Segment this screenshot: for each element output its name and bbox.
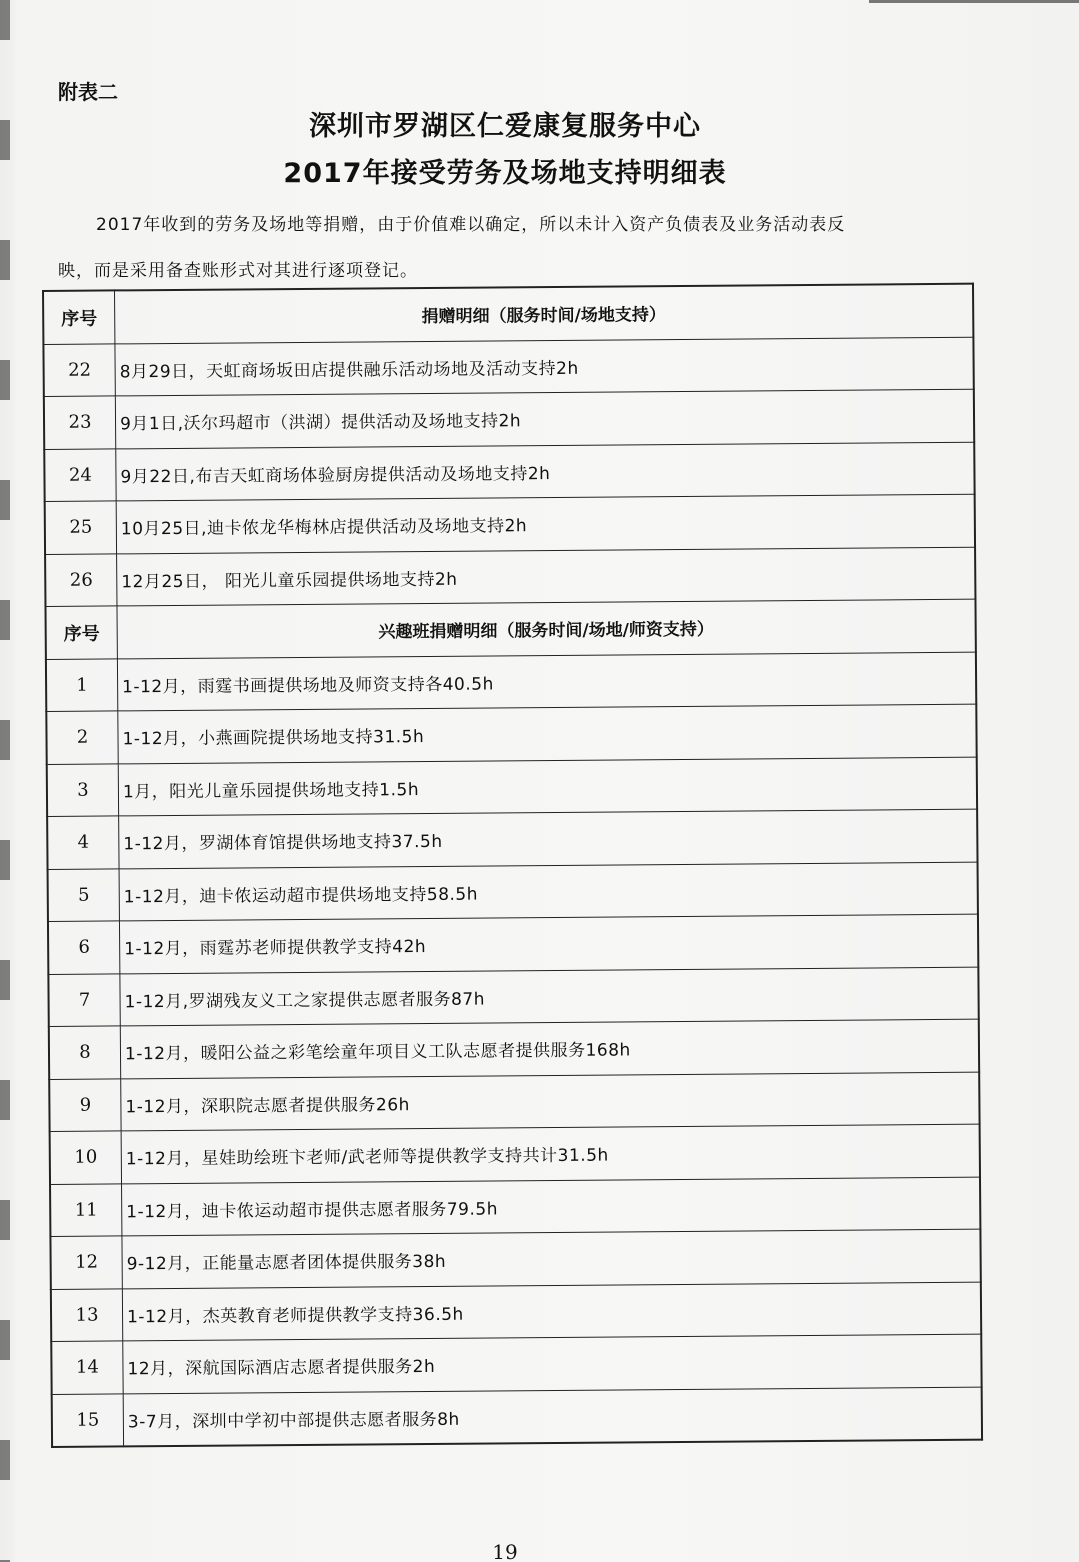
row-number: 23 [44, 396, 116, 449]
row-detail: 1-12月，罗湖体育馆提供场地支持37.5h [119, 809, 978, 868]
intro-paragraph-line2: 映，而是采用备查账形式对其进行逐项登记。 [58, 261, 418, 281]
section1-header-row [43, 284, 973, 344]
section2-header-row [45, 599, 975, 659]
row-number: 15 [52, 1393, 124, 1447]
page-number: 19 [492, 1540, 518, 1562]
row-detail: 1-12月，雨霆苏老师提供教学支持42h [119, 914, 978, 973]
row-detail: 1-12月，杰英教育老师提供教学支持36.5h [122, 1282, 981, 1341]
row-number: 14 [51, 1341, 123, 1394]
scan-edge-shadow [0, 0, 10, 1562]
table-row [50, 1177, 980, 1237]
table-row [44, 389, 974, 449]
table-row [51, 1282, 981, 1342]
row-detail: 9-12月，正能量志愿者团体提供服务38h [122, 1229, 981, 1288]
table-row [48, 967, 978, 1027]
row-number: 13 [51, 1288, 123, 1341]
table-row [49, 1072, 979, 1132]
row-number: 3 [47, 763, 119, 816]
row-detail: 1-12月，雨霆书画提供场地及师资支持各40.5h [117, 652, 976, 711]
row-detail: 1-12月，星娃助绘班卞老师/武老师等提供教学支持共计31.5h [121, 1124, 980, 1183]
row-number: 11 [50, 1183, 122, 1236]
table-row [46, 652, 976, 712]
row-number: 5 [48, 868, 120, 921]
row-number: 2 [46, 711, 118, 764]
row-detail: 1-12月，小燕画院提供场地支持31.5h [118, 704, 977, 763]
row-detail: 1月，阳光儿童乐园提供场地支持1.5h [118, 757, 977, 816]
row-number: 24 [44, 448, 116, 501]
table-row [48, 862, 978, 922]
row-number: 10 [50, 1131, 122, 1184]
row-number: 12 [50, 1236, 122, 1289]
table-row [47, 757, 977, 817]
table-row [49, 1019, 979, 1079]
row-number: 22 [43, 343, 115, 396]
row-detail: 1-12月，迪卡侬运动超市提供志愿者服务79.5h [122, 1177, 981, 1236]
table-row [43, 337, 973, 397]
row-detail: 1-12月,罗湖残友义工之家提供志愿者服务87h [120, 967, 979, 1026]
table-row [45, 547, 975, 607]
row-detail: 1-12月，暖阳公益之彩笔绘童年项目义工队志愿者提供服务168h [120, 1019, 979, 1078]
table-row [47, 809, 977, 869]
row-detail: 9月22日,布吉天虹商场体验厨房提供活动及场地支持2h [116, 442, 975, 501]
table-row [52, 1387, 982, 1447]
row-detail: 9月1日,沃尔玛超市（洪湖）提供活动及场地支持2h [115, 389, 974, 448]
document-title-line2: 2017年接受劳务及场地支持明细表 [283, 158, 727, 189]
row-number: 8 [49, 1026, 121, 1079]
row-detail: 1-12月，迪卡侬运动超市提供场地支持58.5h [119, 862, 978, 921]
table-row [45, 494, 975, 554]
appendix-label: 附表二 [58, 80, 118, 104]
section2-header-no: 序号 [45, 606, 117, 659]
section1-header-detail: 捐赠明细（服务时间/场地支持） [115, 284, 974, 344]
row-number: 7 [48, 973, 120, 1026]
row-number: 9 [49, 1078, 121, 1131]
row-detail: 12月，深航国际酒店志愿者提供服务2h [123, 1334, 982, 1393]
document-title-line1: 深圳市罗湖区仁爱康复服务中心 [309, 111, 701, 142]
row-number: 25 [45, 501, 117, 554]
row-number: 1 [46, 658, 118, 711]
row-detail: 8月29日，天虹商场坂田店提供融乐活动场地及活动支持2h [115, 337, 974, 396]
row-detail: 3-7月，深圳中学初中部提供志愿者服务8h [123, 1387, 982, 1447]
donation-detail-table [42, 283, 983, 1448]
row-detail: 10月25日,迪卡侬龙华梅林店提供活动及场地支持2h [116, 494, 975, 553]
section1-header-no: 序号 [43, 290, 115, 344]
scan-top-mark [869, 0, 1079, 3]
row-number: 6 [48, 921, 120, 974]
table-row [46, 704, 976, 764]
row-number: 26 [45, 553, 117, 606]
intro-paragraph-line1: 2017年收到的劳务及场地等捐赠，由于价值难以确定，所以未计入资产负债表及业务活动表反 [96, 215, 846, 235]
row-detail: 1-12月，深职院志愿者提供服务26h [121, 1072, 980, 1131]
table-row [51, 1334, 981, 1394]
section2-header-detail: 兴趣班捐赠明细（服务时间/场地/师资支持） [117, 599, 976, 658]
table-row [44, 442, 974, 502]
table-row [50, 1124, 980, 1184]
table-row [48, 914, 978, 974]
row-detail: 12月25日， 阳光儿童乐园提供场地支持2h [117, 547, 976, 606]
row-number: 4 [47, 816, 119, 869]
table-row [50, 1229, 980, 1289]
